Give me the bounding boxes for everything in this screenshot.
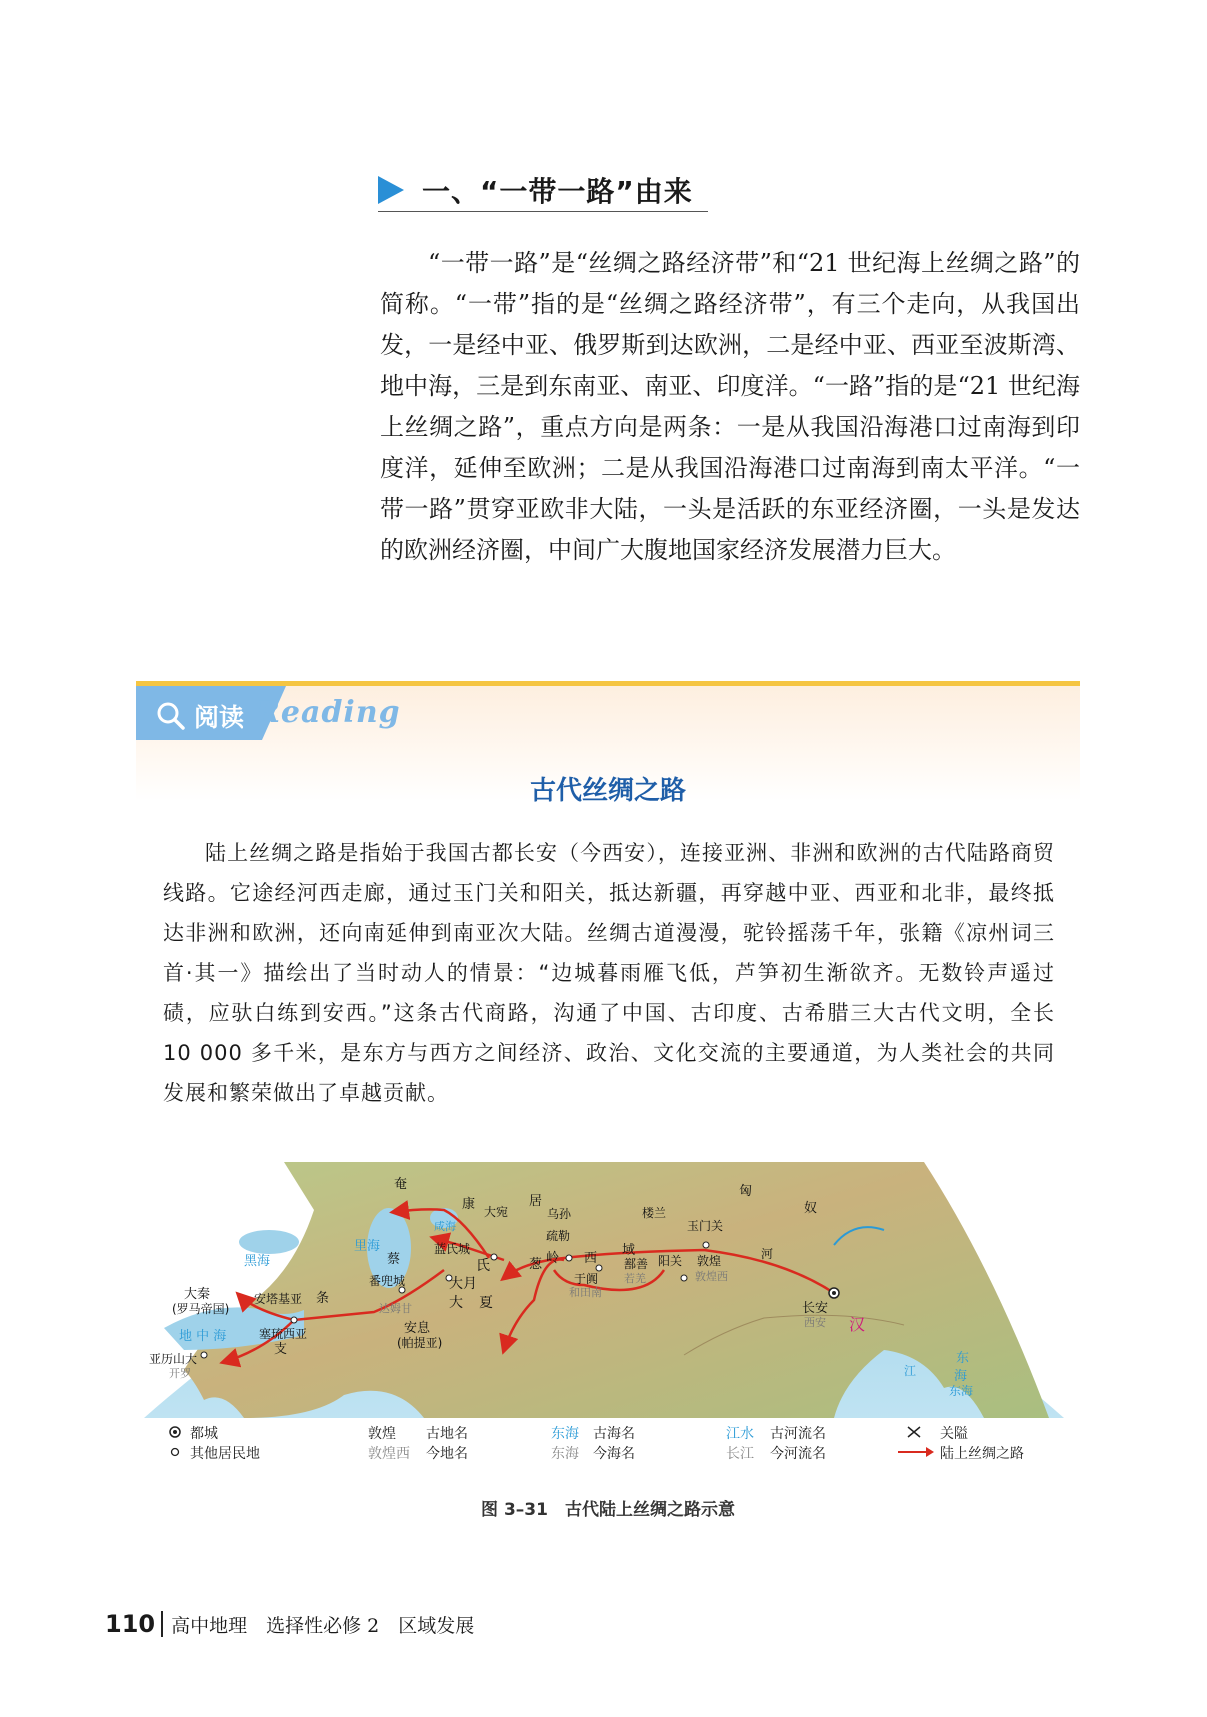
reading-tag-english: Reading (255, 695, 401, 730)
reading-top-rule (136, 681, 1080, 686)
legend-modern-sea: 今海名 (593, 1446, 635, 1462)
intro-paragraph: “一带一路”是“丝绸之路经济带”和“21 世纪海上丝绸之路”的简称。“一带”指的是“丝绸之路经济带”，有三个走向，从我国出发，一是经中亚、俄罗斯到达欧洲，二是经中亚、西亚至波斯湾、地中海，三是到东南亚、南亚、印度洋。“一路”指的是“21 世纪海上丝绸之路”，重点方向是两条：一是从我国沿海港口过南海到印度洋，延伸至欧洲；二是从我国沿海港口过南海到南太平洋。“一带一路”贯穿亚欧非大陆，一头是活跃的东亚经济圈，一头是发达的欧洲经济圈，中间广大腹地国家经济发展潜力巨大。 (380, 249, 1080, 564)
legend-sample: 长江 (726, 1446, 754, 1462)
settlement-symbol-icon (168, 1445, 182, 1459)
map-label: 海 (954, 1369, 968, 1384)
figure-caption: 图 3–31 古代陆上丝绸之路示意 (481, 1500, 735, 1520)
map-label: 东海 (949, 1384, 974, 1398)
map-label: 大秦 (184, 1287, 211, 1302)
capital-symbol-icon (168, 1425, 182, 1439)
reading-title: 古代丝绸之路 (529, 776, 686, 806)
map-label: 阳关 (658, 1254, 683, 1268)
silk-road-map (144, 1150, 1064, 1420)
map-label: 氏 (476, 1258, 490, 1274)
reading-paragraph: 陆上丝绸之路是指始于我国古都长安（今西安），连接亚洲、非洲和欧洲的古代陆路商贸线路。它途经河西走廊，通过玉门关和阳关，抵达新疆，再穿越中亚、西亚和北非，最终抵达非洲和欧洲，还向南延伸到南亚次大陆。丝绸古道漫漫，驼铃摇荡千年，张籍《凉州词三首·其一》描绘出了当时动人的情景：“边城暮雨雁飞低，芦笋初生渐欲齐。无数铃声遥过碛，应驮白练到安西。”这条古代商路，沟通了中国、古印度、古希腊三大古代文明，全长 10 000 多千米，是东方与西方之间经济、政治、文化交流的主要通道，为人类社会的共同发展和繁荣做出了卓越贡献。 (163, 841, 1055, 1105)
legend-settlement: 其他居民地 (190, 1446, 260, 1462)
reading-text (163, 833, 1055, 1113)
legend-modern-river: 今河流名 (770, 1446, 826, 1462)
map-label: 匈 (739, 1184, 753, 1199)
map-label: 条 (316, 1291, 330, 1306)
reading-tag-label: 阅读 (194, 703, 245, 732)
legend-sample: 敦煌 (368, 1426, 396, 1442)
map-label: 乌孙 (547, 1207, 572, 1221)
map-label: 西安 (804, 1316, 826, 1329)
map-label: 地 中 海 (179, 1329, 227, 1344)
legend-sample: 东海 (551, 1446, 579, 1462)
map-label: 江 (904, 1364, 917, 1378)
map-label: 安塔基亚 (254, 1292, 303, 1306)
legend-modern-place: 今地名 (426, 1446, 468, 1462)
intro-text (380, 243, 1080, 571)
map-label: 大宛 (484, 1205, 509, 1219)
route-arrow-icon (896, 1445, 936, 1459)
map-label: 敦煌西 (695, 1270, 728, 1283)
legend-capital: 都城 (190, 1426, 218, 1442)
map-label: 和田南 (569, 1286, 602, 1299)
map-label: 鄯善 (624, 1257, 649, 1271)
legend-sample: 东海 (551, 1426, 579, 1442)
map-label: 里海 (354, 1239, 381, 1254)
map-label: 蔡 (387, 1252, 401, 1267)
map-label: 河 (761, 1247, 774, 1261)
map-label: 汉 (849, 1315, 866, 1334)
map-label: 葱 (529, 1257, 543, 1272)
section-header (378, 168, 708, 214)
map-label: 塞琉西亚 (259, 1327, 308, 1341)
section-divider (378, 211, 708, 212)
map-label: 居 (529, 1194, 543, 1209)
map-label: (帕提亚) (397, 1336, 443, 1350)
page-number: 110 (105, 1610, 156, 1638)
map-label: 疏勒 (546, 1229, 571, 1243)
map-label: 西 (584, 1251, 598, 1266)
map-label: 番兜城 (369, 1274, 406, 1288)
map-label: 支 (274, 1342, 288, 1357)
map-label: 奄 (394, 1177, 408, 1192)
page-footer (105, 1609, 474, 1639)
map-label: 敦煌 (697, 1254, 722, 1268)
map-label: 安息 (404, 1321, 431, 1336)
legend-sample: 江水 (726, 1426, 754, 1442)
map-label: 长安 (802, 1301, 829, 1316)
map-label: 康 (462, 1197, 476, 1212)
map-label: 开罗 (169, 1367, 191, 1380)
footer-divider (161, 1611, 163, 1637)
legend-pass: 关隘 (940, 1426, 968, 1442)
map-label: 黑海 (244, 1254, 271, 1269)
map-label: 东 (956, 1351, 970, 1366)
section-title: 一、“一带一路”由来 (422, 175, 693, 208)
triangle-icon (378, 176, 404, 204)
map-label: 夏 (479, 1295, 493, 1311)
map-label: 咸海 (434, 1220, 456, 1233)
legend-ancient-place: 古地名 (426, 1426, 468, 1442)
map-label: (罗马帝国) (172, 1302, 230, 1316)
pass-symbol-icon (906, 1425, 922, 1439)
map-label: 达姆甘 (379, 1302, 412, 1315)
map-label: 域 (622, 1243, 636, 1258)
book-title: 高中地理 选择性必修 2 区域发展 (171, 1614, 475, 1637)
map-label: 玉门关 (687, 1219, 724, 1233)
map-legend (168, 1423, 1088, 1467)
map-label: 于阗 (574, 1272, 599, 1286)
legend-ancient-sea: 古海名 (593, 1426, 635, 1442)
map-label: 若羌 (624, 1272, 646, 1285)
map-label: 岭 (546, 1251, 560, 1266)
legend-sample: 敦煌西 (368, 1446, 410, 1462)
map-label: 大月 (449, 1276, 477, 1292)
map-label: 亚历山大 (149, 1352, 198, 1366)
legend-ancient-river: 古河流名 (770, 1426, 826, 1442)
map-label: 奴 (804, 1201, 818, 1216)
map-label: 大 (449, 1295, 463, 1311)
map-label: 蓝氏城 (434, 1242, 471, 1256)
black-sea (239, 1230, 299, 1254)
map-label: 楼兰 (642, 1206, 667, 1220)
magnifier-icon (156, 701, 186, 731)
legend-route: 陆上丝绸之路 (940, 1446, 1024, 1462)
